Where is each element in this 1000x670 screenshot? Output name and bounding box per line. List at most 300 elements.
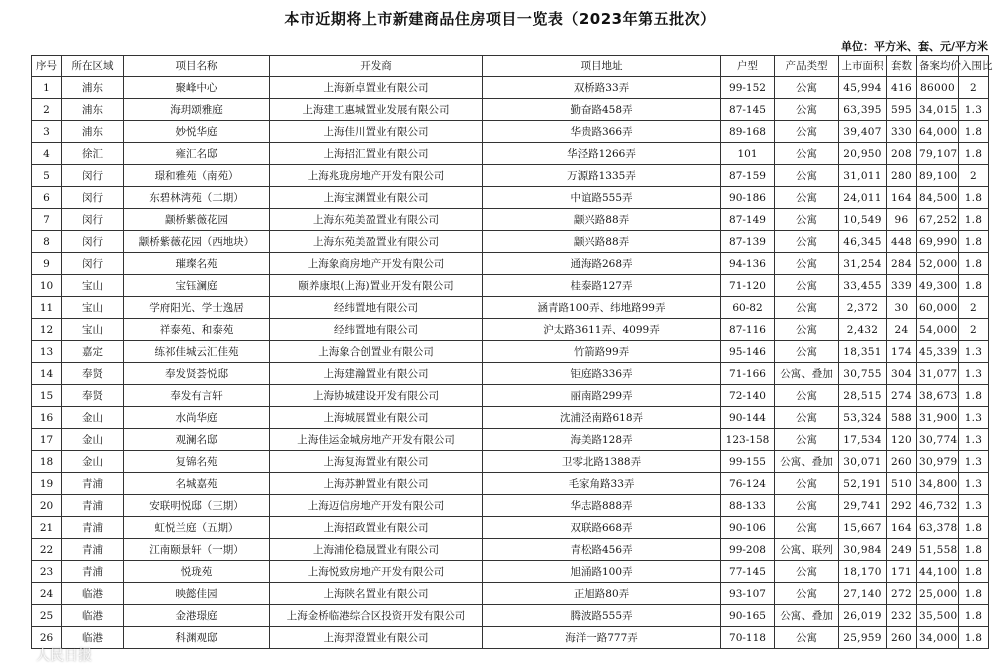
table-row: [32, 495, 989, 517]
cell-product-type: 公寓: [775, 297, 839, 319]
cell-district: 闵行: [62, 231, 124, 253]
cell-area: 30,755: [839, 363, 887, 385]
table-row: [32, 143, 989, 165]
page-title: 本市近期将上市新建商品住房项目一览表（2023年第五批次）: [284, 10, 716, 28]
cell-units: 96: [887, 209, 917, 231]
cell-address: 青松路456弄: [483, 539, 721, 561]
table-row: [32, 209, 989, 231]
cell-project-name: 颛桥紫薇花园（西地块）: [124, 231, 270, 253]
cell-unit-range: 99-152: [721, 77, 775, 99]
cell-avg-price: 38,673: [917, 385, 959, 407]
cell-units: 164: [887, 517, 917, 539]
cell-unit-range: 72-140: [721, 385, 775, 407]
cell-ratio: 1.3: [959, 99, 989, 121]
cell-address: 华志路888弄: [483, 495, 721, 517]
cell-area: 24,011: [839, 187, 887, 209]
cell-developer: 上海浦伦稳晟置业有限公司: [270, 539, 483, 561]
cell-index: 6: [32, 187, 62, 209]
cell-project-name: 聚峰中心: [124, 77, 270, 99]
cell-unit-range: 90-165: [721, 605, 775, 627]
cell-project-name: 奉发贤荟悦邸: [124, 363, 270, 385]
cell-developer: 上海建瀚置业有限公司: [270, 363, 483, 385]
cell-unit-range: 94-136: [721, 253, 775, 275]
cell-product-type: 公寓: [775, 253, 839, 275]
cell-product-type: 公寓: [775, 561, 839, 583]
cell-district: 临港: [62, 627, 124, 649]
cell-address: 钜庭路336弄: [483, 363, 721, 385]
cell-avg-price: 44,100: [917, 561, 959, 583]
cell-developer: 上海东苑美盈置业有限公司: [270, 231, 483, 253]
cell-product-type: 公寓: [775, 99, 839, 121]
cell-address: 颛兴路88弄: [483, 231, 721, 253]
cell-area: 27,140: [839, 583, 887, 605]
cell-district: 宝山: [62, 275, 124, 297]
cell-area: 25,959: [839, 627, 887, 649]
cell-product-type: 公寓: [775, 209, 839, 231]
cell-avg-price: 63,378: [917, 517, 959, 539]
cell-avg-price: 25,000: [917, 583, 959, 605]
column-header-district: 所在区域: [62, 56, 124, 77]
housing-project-table: [31, 55, 993, 649]
cell-address: 正旭路80弄: [483, 583, 721, 605]
cell-district: 青浦: [62, 517, 124, 539]
cell-ratio: 1.8: [959, 231, 989, 253]
table-row: [32, 407, 989, 429]
cell-ratio: 1.3: [959, 451, 989, 473]
cell-developer: 上海迈信房地产开发有限公司: [270, 495, 483, 517]
cell-ratio: 1.3: [959, 363, 989, 385]
cell-product-type: 公寓: [775, 341, 839, 363]
cell-district: 奉贤: [62, 385, 124, 407]
cell-ratio: 1.8: [959, 517, 989, 539]
cell-units: 232: [887, 605, 917, 627]
cell-index: 25: [32, 605, 62, 627]
table-row: [32, 561, 989, 583]
table-row: [32, 297, 989, 319]
cell-developer: 上海东苑美盈置业有限公司: [270, 209, 483, 231]
table-row: [32, 473, 989, 495]
cell-developer: 上海佳川置业有限公司: [270, 121, 483, 143]
cell-units: 272: [887, 583, 917, 605]
cell-developer: 上海复海置业有限公司: [270, 451, 483, 473]
table-row: [32, 539, 989, 561]
cell-project-name: 璀璨名苑: [124, 253, 270, 275]
cell-avg-price: 54,000: [917, 319, 959, 341]
cell-units: 339: [887, 275, 917, 297]
cell-area: 20,950: [839, 143, 887, 165]
cell-units: 208: [887, 143, 917, 165]
cell-ratio: 1.8: [959, 209, 989, 231]
cell-product-type: 公寓: [775, 429, 839, 451]
table-row: [32, 605, 989, 627]
cell-district: 闵行: [62, 253, 124, 275]
cell-index: 9: [32, 253, 62, 275]
cell-index: 1: [32, 77, 62, 99]
cell-ratio: 1.8: [959, 605, 989, 627]
cell-index: 20: [32, 495, 62, 517]
cell-address: 竹箭路99弄: [483, 341, 721, 363]
cell-area: 45,994: [839, 77, 887, 99]
cell-project-name: 学府阳光、学士逸居: [124, 297, 270, 319]
table-body: [32, 77, 989, 649]
cell-address: 海美路128弄: [483, 429, 721, 451]
cell-area: 29,741: [839, 495, 887, 517]
table-row: [32, 77, 989, 99]
cell-district: 闵行: [62, 187, 124, 209]
cell-units: 595: [887, 99, 917, 121]
cell-address: 沪太路3611弄、4099弄: [483, 319, 721, 341]
cell-avg-price: 51,558: [917, 539, 959, 561]
cell-district: 宝山: [62, 297, 124, 319]
table-row: [32, 429, 989, 451]
cell-area: 46,345: [839, 231, 887, 253]
cell-index: 22: [32, 539, 62, 561]
cell-address: 华泾路1266弄: [483, 143, 721, 165]
cell-avg-price: 30,979: [917, 451, 959, 473]
cell-avg-price: 49,300: [917, 275, 959, 297]
cell-developer: 经纬置地有限公司: [270, 319, 483, 341]
cell-ratio: 1.8: [959, 385, 989, 407]
cell-district: 金山: [62, 429, 124, 451]
cell-area: 28,515: [839, 385, 887, 407]
table-row: [32, 319, 989, 341]
cell-project-name: 奉发有言轩: [124, 385, 270, 407]
cell-index: 2: [32, 99, 62, 121]
cell-index: 26: [32, 627, 62, 649]
cell-developer: 上海招政置业有限公司: [270, 517, 483, 539]
unit-note: 单位：平方米、套、元/平方米: [840, 40, 988, 53]
cell-product-type: 公寓: [775, 121, 839, 143]
cell-district: 青浦: [62, 539, 124, 561]
cell-index: 14: [32, 363, 62, 385]
cell-units: 510: [887, 473, 917, 495]
cell-address: 双联路668弄: [483, 517, 721, 539]
cell-index: 19: [32, 473, 62, 495]
cell-avg-price: 34,000: [917, 627, 959, 649]
cell-product-type: 公寓、叠加: [775, 451, 839, 473]
cell-index: 23: [32, 561, 62, 583]
cell-area: 15,667: [839, 517, 887, 539]
cell-developer: 上海协城建设开发有限公司: [270, 385, 483, 407]
cell-avg-price: 67,252: [917, 209, 959, 231]
cell-index: 18: [32, 451, 62, 473]
cell-district: 青浦: [62, 561, 124, 583]
cell-unit-range: 71-166: [721, 363, 775, 385]
cell-avg-price: 35,500: [917, 605, 959, 627]
cell-unit-range: 71-120: [721, 275, 775, 297]
cell-address: 涵青路100弄、纬地路99弄: [483, 297, 721, 319]
cell-area: 10,549: [839, 209, 887, 231]
cell-index: 5: [32, 165, 62, 187]
cell-developer: 上海陕名置业有限公司: [270, 583, 483, 605]
cell-district: 青浦: [62, 473, 124, 495]
cell-unit-range: 87-159: [721, 165, 775, 187]
cell-units: 24: [887, 319, 917, 341]
cell-units: 120: [887, 429, 917, 451]
cell-unit-range: 87-145: [721, 99, 775, 121]
cell-avg-price: 34,015: [917, 99, 959, 121]
cell-area: 18,351: [839, 341, 887, 363]
cell-avg-price: 52,000: [917, 253, 959, 275]
cell-address: 卫零北路1388弄: [483, 451, 721, 473]
cell-project-name: 璟和雅苑（南苑）: [124, 165, 270, 187]
column-header-developer: 开发商: [270, 56, 483, 77]
cell-district: 金山: [62, 407, 124, 429]
cell-developer: 上海苏翀置业有限公司: [270, 473, 483, 495]
cell-index: 13: [32, 341, 62, 363]
cell-district: 青浦: [62, 495, 124, 517]
cell-area: 33,455: [839, 275, 887, 297]
cell-area: 53,324: [839, 407, 887, 429]
column-header-project-name: 项目名称: [124, 56, 270, 77]
cell-avg-price: 69,990: [917, 231, 959, 253]
cell-ratio: 1.3: [959, 407, 989, 429]
cell-project-name: 颛桥紫薇花园: [124, 209, 270, 231]
cell-units: 448: [887, 231, 917, 253]
cell-ratio: 1.8: [959, 561, 989, 583]
cell-units: 171: [887, 561, 917, 583]
cell-developer: 上海兆珑房地产开发有限公司: [270, 165, 483, 187]
cell-avg-price: 46,732: [917, 495, 959, 517]
cell-district: 宝山: [62, 319, 124, 341]
cell-address: 万源路1335弄: [483, 165, 721, 187]
cell-project-name: 悦珑苑: [124, 561, 270, 583]
cell-project-name: 名城嘉苑: [124, 473, 270, 495]
cell-index: 10: [32, 275, 62, 297]
cell-unit-range: 99-208: [721, 539, 775, 561]
cell-ratio: 1.3: [959, 429, 989, 451]
cell-unit-range: 77-145: [721, 561, 775, 583]
cell-product-type: 公寓: [775, 187, 839, 209]
cell-developer: 上海羿澄置业有限公司: [270, 627, 483, 649]
cell-unit-range: 88-133: [721, 495, 775, 517]
cell-index: 15: [32, 385, 62, 407]
cell-developer: 上海城展置业有限公司: [270, 407, 483, 429]
cell-unit-range: 93-107: [721, 583, 775, 605]
column-header-ratio: 入围比: [959, 56, 989, 77]
cell-area: 18,170: [839, 561, 887, 583]
cell-area: 30,984: [839, 539, 887, 561]
column-header-area: 上市面积: [839, 56, 887, 77]
cell-project-name: 练祁佳城云汇佳苑: [124, 341, 270, 363]
cell-developer: 颐养康垠(上海)置业开发有限公司: [270, 275, 483, 297]
column-header-unit-range: 户型: [721, 56, 775, 77]
column-header-units: 套数: [887, 56, 917, 77]
cell-ratio: 2: [959, 297, 989, 319]
cell-product-type: 公寓: [775, 627, 839, 649]
table-row: [32, 451, 989, 473]
cell-product-type: 公寓: [775, 517, 839, 539]
cell-developer: 上海招汇置业有限公司: [270, 143, 483, 165]
cell-product-type: 公寓: [775, 231, 839, 253]
cell-district: 闵行: [62, 165, 124, 187]
cell-product-type: 公寓: [775, 407, 839, 429]
cell-product-type: 公寓: [775, 385, 839, 407]
cell-district: 金山: [62, 451, 124, 473]
cell-ratio: 1.3: [959, 473, 989, 495]
column-header-address: 项目地址: [483, 56, 721, 77]
cell-avg-price: 86000: [917, 77, 959, 99]
cell-product-type: 公寓: [775, 77, 839, 99]
cell-product-type: 公寓: [775, 473, 839, 495]
table-row: [32, 187, 989, 209]
cell-developer: 上海宝渊置业有限公司: [270, 187, 483, 209]
cell-address: 中谊路555弄: [483, 187, 721, 209]
cell-ratio: 1.8: [959, 143, 989, 165]
cell-project-name: 观澜名邸: [124, 429, 270, 451]
cell-units: 260: [887, 451, 917, 473]
cell-units: 588: [887, 407, 917, 429]
cell-units: 274: [887, 385, 917, 407]
cell-unit-range: 87-139: [721, 231, 775, 253]
cell-unit-range: 87-149: [721, 209, 775, 231]
cell-ratio: 1.8: [959, 583, 989, 605]
cell-address: 通海路268弄: [483, 253, 721, 275]
cell-address: 桂泰路127弄: [483, 275, 721, 297]
cell-units: 304: [887, 363, 917, 385]
cell-index: 16: [32, 407, 62, 429]
cell-project-name: 映懿佳园: [124, 583, 270, 605]
table-row: [32, 275, 989, 297]
cell-project-name: 安联明悦邸（三期）: [124, 495, 270, 517]
cell-address: 丽南路299弄: [483, 385, 721, 407]
cell-avg-price: 64,000: [917, 121, 959, 143]
table-row: [32, 627, 989, 649]
cell-units: 416: [887, 77, 917, 99]
cell-units: 260: [887, 627, 917, 649]
cell-ratio: 2: [959, 319, 989, 341]
cell-project-name: 水尚华庭: [124, 407, 270, 429]
table-row: [32, 583, 989, 605]
cell-area: 2,432: [839, 319, 887, 341]
cell-address: 沈浦泾南路618弄: [483, 407, 721, 429]
table-row: [32, 231, 989, 253]
watermark-text: 人民日报: [36, 648, 92, 664]
table-row: [32, 165, 989, 187]
cell-unit-range: 89-168: [721, 121, 775, 143]
cell-index: 24: [32, 583, 62, 605]
cell-index: 4: [32, 143, 62, 165]
table-row: [32, 121, 989, 143]
cell-avg-price: 31,077: [917, 363, 959, 385]
cell-developer: 上海金桥临港综合区投资开发有限公司: [270, 605, 483, 627]
cell-district: 浦东: [62, 121, 124, 143]
cell-index: 7: [32, 209, 62, 231]
cell-units: 330: [887, 121, 917, 143]
cell-units: 280: [887, 165, 917, 187]
cell-address: 毛家角路33弄: [483, 473, 721, 495]
cell-project-name: 雍汇名邸: [124, 143, 270, 165]
cell-index: 8: [32, 231, 62, 253]
cell-units: 164: [887, 187, 917, 209]
cell-area: 63,395: [839, 99, 887, 121]
cell-developer: 上海悦致房地产开发有限公司: [270, 561, 483, 583]
table-row: [32, 253, 989, 275]
cell-index: 17: [32, 429, 62, 451]
cell-developer: 经纬置地有限公司: [270, 297, 483, 319]
cell-product-type: 公寓: [775, 319, 839, 341]
cell-unit-range: 99-155: [721, 451, 775, 473]
cell-avg-price: 31,900: [917, 407, 959, 429]
cell-address: 海洋一路777弄: [483, 627, 721, 649]
cell-index: 21: [32, 517, 62, 539]
cell-district: 临港: [62, 583, 124, 605]
cell-address: 颛兴路88弄: [483, 209, 721, 231]
cell-unit-range: 87-116: [721, 319, 775, 341]
table-row: [32, 363, 989, 385]
cell-product-type: 公寓: [775, 583, 839, 605]
table-row: [32, 99, 989, 121]
cell-project-name: 东碧林湾苑（二期）: [124, 187, 270, 209]
cell-units: 249: [887, 539, 917, 561]
cell-area: 39,407: [839, 121, 887, 143]
cell-district: 浦东: [62, 99, 124, 121]
cell-product-type: 公寓: [775, 275, 839, 297]
cell-ratio: 2: [959, 165, 989, 187]
cell-unit-range: 123-158: [721, 429, 775, 451]
cell-index: 3: [32, 121, 62, 143]
cell-district: 徐汇: [62, 143, 124, 165]
cell-address: 旭涌路100弄: [483, 561, 721, 583]
cell-avg-price: 84,500: [917, 187, 959, 209]
cell-area: 31,254: [839, 253, 887, 275]
cell-project-name: 复锦名苑: [124, 451, 270, 473]
table-header-row: [32, 56, 989, 77]
cell-address: 腾波路555弄: [483, 605, 721, 627]
cell-unit-range: 60-82: [721, 297, 775, 319]
cell-unit-range: 101: [721, 143, 775, 165]
cell-project-name: 金港璟庭: [124, 605, 270, 627]
cell-avg-price: 60,000: [917, 297, 959, 319]
cell-project-name: 海玥颂雅庭: [124, 99, 270, 121]
cell-district: 闵行: [62, 209, 124, 231]
cell-product-type: 公寓: [775, 495, 839, 517]
cell-area: 31,011: [839, 165, 887, 187]
cell-avg-price: 79,107: [917, 143, 959, 165]
cell-product-type: 公寓: [775, 143, 839, 165]
cell-developer: 上海佳运金城房地产开发有限公司: [270, 429, 483, 451]
column-header-index: 序号: [32, 56, 62, 77]
cell-units: 174: [887, 341, 917, 363]
cell-area: 17,534: [839, 429, 887, 451]
cell-developer: 上海建工惠城置业发展有限公司: [270, 99, 483, 121]
cell-ratio: 1.8: [959, 253, 989, 275]
cell-address: 华贵路366弄: [483, 121, 721, 143]
cell-avg-price: 30,774: [917, 429, 959, 451]
cell-avg-price: 34,800: [917, 473, 959, 495]
cell-area: 2,372: [839, 297, 887, 319]
cell-project-name: 科渊观邸: [124, 627, 270, 649]
cell-district: 浦东: [62, 77, 124, 99]
table-row: [32, 517, 989, 539]
cell-address: 双桥路33弄: [483, 77, 721, 99]
cell-address: 勤奋路458弄: [483, 99, 721, 121]
cell-project-name: 宝钰澜庭: [124, 275, 270, 297]
cell-district: 临港: [62, 605, 124, 627]
cell-product-type: 公寓、叠加: [775, 605, 839, 627]
cell-developer: 上海象商房地产开发有限公司: [270, 253, 483, 275]
cell-district: 嘉定: [62, 341, 124, 363]
cell-product-type: 公寓、联列: [775, 539, 839, 561]
cell-ratio: 2: [959, 77, 989, 99]
cell-product-type: 公寓、叠加: [775, 363, 839, 385]
cell-developer: 上海新卓置业有限公司: [270, 77, 483, 99]
cell-unit-range: 70-118: [721, 627, 775, 649]
cell-unit-range: 90-186: [721, 187, 775, 209]
cell-ratio: 1.8: [959, 275, 989, 297]
cell-units: 292: [887, 495, 917, 517]
table-row: [32, 385, 989, 407]
